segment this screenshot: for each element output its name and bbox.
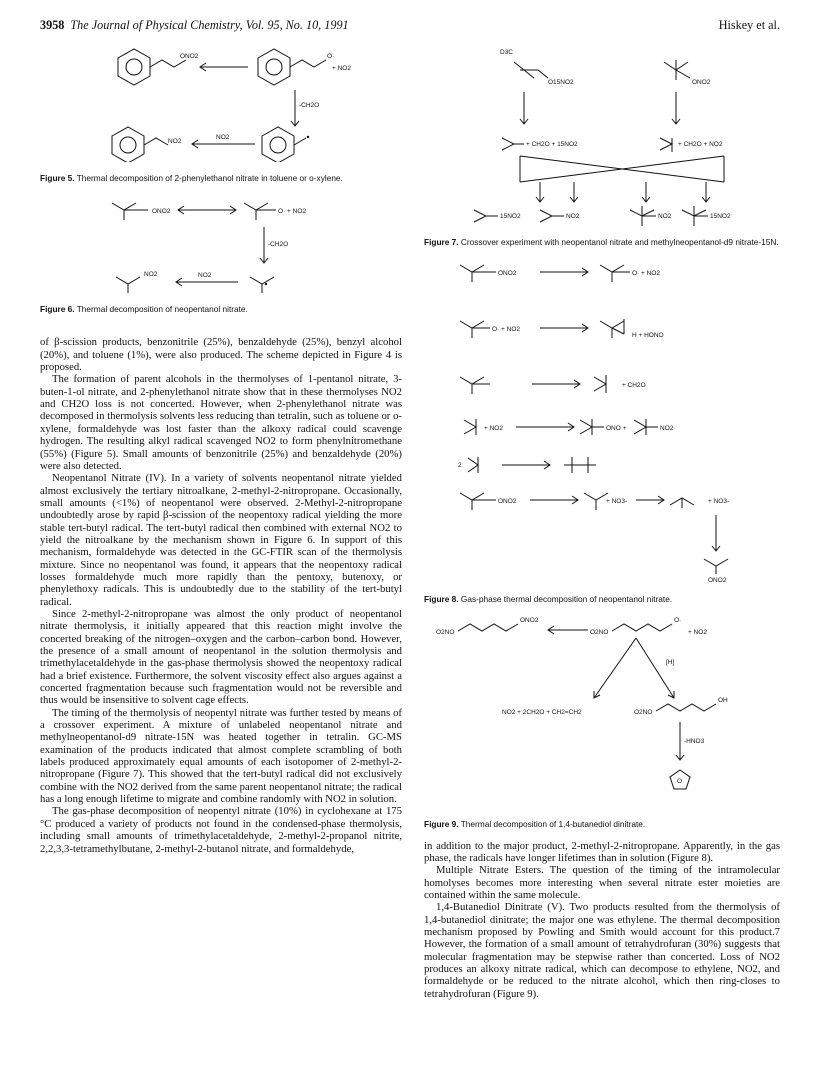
fig7-label-ono2: ONO2 [692, 79, 711, 86]
figure-6-caption [40, 304, 402, 314]
running-header [40, 18, 349, 33]
fig8-label-ono2-c: ONO2 [708, 577, 727, 585]
fig7-label-p3: NO2 [658, 213, 672, 220]
fig6-label-oxy: O· + NO2 [278, 208, 306, 216]
figure-5-caption-text: Thermal decomposition of 2-phenylethanol nitrate in toluene or o-xylene. [76, 173, 343, 183]
fig8-label-nitrate-ion1: + NO3- [606, 498, 628, 506]
fig5-label-oxy: O· [327, 53, 335, 60]
fig9-label-no2: + NO2 [688, 629, 707, 637]
author-header: Hiskey et al. [718, 18, 780, 32]
fig5-label-ono2: ONO2 [180, 53, 199, 60]
figure-9-caption-text: Thermal decomposition of 1,4-butanediol dinitrate. [460, 819, 646, 830]
fig7-label-left-products: + CH2O + 15NO2 [526, 141, 578, 148]
left-paragraph-6: The gas-phase decomposition of neopentyl nitrate (10%) in cyclohexane at 175 °C produced a variety of products not found in the condensed-phase thermolysis, including small amounts of trimethylacetaldehyde, 2-methyl-2-propanol nitrite, 2,2,3,3-tetramethylbutane, 2-methyl-2-butanol nitrate, and formaldehyde, [40, 805, 402, 855]
fig9-label-hno3: -HNO3 [684, 738, 705, 746]
right-column [424, 40, 780, 1000]
fig7-label-p2: NO2 [566, 213, 580, 220]
fig5-label-nitro: NO2 [168, 138, 182, 145]
figure-8-caption [424, 594, 780, 604]
figure-9-label: Figure 9. [424, 819, 459, 830]
figure-7-label: Figure 7. [424, 237, 459, 247]
figure-8-caption-text: Gas-phase thermal decomposition of neopentanol nitrate. [460, 594, 673, 605]
figure-9-scheme [424, 610, 780, 810]
fig8-label-nitrate-ion2: + NO3- [708, 498, 730, 506]
fig9-label-o2no-b: O2NO [590, 629, 609, 637]
fig8-label-ono2-b: ONO2 [498, 498, 517, 506]
fig8-label-plus-no2: + NO2 [484, 425, 503, 433]
journal-title: The Journal of Physical Chemistry, Vol. 95, No. 10, 1991 [70, 18, 349, 32]
right-paragraph-2: Multiple Nitrate Esters. The question of the timing of the intramolecular homolyses becomes more interesting when several nitrate ester moieties are contained within the same molecule. [424, 864, 780, 901]
left-paragraph-5: The timing of the thermolysis of neopentyl nitrate was further tested by means of a crossover experiment. A mixture of unlabeled neopentanol nitrate and methylneopentanol-d9 nitrate-15N was heated together in tetralin. GC-MS examination of the products indicated that almost complete scrambling of both labels produced approximately equal amounts of each isotopomer of 2-methyl-2-nitropropane (Figure 7). This showed that the tert-butyl radical did not exclusively combine with the NO2 derived from the same parent neopentanol nitrate; the radical has a long enough lifetime to migrate and combine randomly with NO2 in solution. [40, 706, 402, 806]
right-paragraph-3: 1,4-Butanediol Dinitrate (V). Two products resulted from the thermolysis of 1,4-butanediol dinitrate; the major one was ethylene. The thermal decomposition mechanism proposed by Powling and Smith would account for this product.7 However, the formation of a small amount of tetrahydrofuran (30%) suggests that molecular fragmentation may be stepwise rather than concerted. Loss of NO2 produces an alkoxy nitrate radical, which can decompose to ethylene, NO2, and formaldehyde or be reduced to the nitrate alcohol, which then ring-closes to tetrahydrofuran (Figure 9). [424, 901, 780, 1000]
figure-9-caption [424, 819, 780, 829]
fig8-label-two: 2 [458, 462, 462, 470]
figure-8-scheme [424, 255, 780, 585]
fig7-label-d3c: D3C [500, 49, 514, 56]
fig5-label-arrow-no2: NO2 [216, 134, 230, 141]
figure-7-caption [424, 237, 780, 247]
fig8-label-ono: ONO + [606, 425, 627, 433]
figure-5-caption [40, 173, 402, 183]
figure-8-label: Figure 8. [424, 594, 459, 605]
figure-5-scheme [40, 40, 402, 162]
fig7-label-p1: 15NO2 [500, 213, 521, 220]
figure-6-caption-text: Thermal decomposition of neopentanol nitrate. [76, 304, 248, 315]
fig7-label-p4: 15NO2 [710, 213, 731, 220]
figure-6-label: Figure 6. [40, 304, 75, 315]
fig8-label-oxy2: O· + NO2 [492, 326, 520, 334]
fig6-label-ch2o: -CH2O [268, 241, 289, 249]
figure-6-scheme [40, 189, 402, 293]
left-paragraph-3: Neopentanol Nitrate (IV). In a variety of solvents neopentanol nitrate yielded almost exclusively the tertiary nitroalkane, 2-methyl-2-nitropropane. Occasionally, small amounts (<1%) of neopentanol were observed. 2-Methyl-2-nitropropane undoubtedly arose by rapid β-scission of the neopentoxy radical yielding the more stable tert-butyl radical. The tert-butyl radical then combined with external NO2 to yield the nitroalkane by the mechanism shown in Figure 6. In support of this mechanism, formaldehyde was detected in the GC-FTIR scan of the thermolysis mixture. Since no neopentanol was found, it appears that the neopentoxy radical losses formaldehyde much more rapidly than the pentoxy, butenoxy, or phenylethoxy radicals. This is undoubtedly due to the stability of the tert-butyl radical. [40, 472, 402, 608]
fig6-label-nitro: NO2 [144, 271, 158, 279]
fig9-label-o2no-c: O2NO [634, 709, 653, 717]
left-paragraph-2: The formation of parent alcohols in the thermolyses of 1-pentanol nitrate, 3-buten-1-ol nitrate, and 2-phenylethanol nitrate show that in these thermolyses NO2 and CH2O loss is not concerted. However, when 2-phenylethanol nitrate was decomposed in thermolysis solvents less reducing than tetralin, such as toluene or o-xylene, formaldehyde was lost faster than the alkoxy radical could scavenge hydrogen. The resulting alkyl radical scavenged NO2 to form phenylnitromethane (55%) (Figure 5). Small amounts of benzonitrile (25%) and benzaldehyde (20%) were also detected. [40, 373, 402, 472]
page-number: 3958 [40, 18, 65, 32]
fig8-label-oxy1: O· + NO2 [632, 270, 660, 278]
figure-7-scheme [424, 40, 780, 232]
fig9-label-products: NO2 + 2CH2O + CH2=CH2 [502, 709, 582, 717]
left-paragraph-4: Since 2-methyl-2-nitropropane was almost the only product of neopentanol nitrate thermolysis, it initially appeared that this reaction might involve the concerted breaking of the nitrogen–oxygen and the carbon–carbon bond. However, the presence of a small amount of neopentanol in the solution thermolysis and trimethylacetaldehyde in the gas-phase thermolysis showed the neopentoxy radical had a brief existence. Furthermore, the solvent viscosity effect also argues against a concerted fragmentation because such fragmentation would not be reversible and thus would be insensitive to solvent cage effects. [40, 607, 402, 707]
left-column [40, 40, 402, 855]
fig7-label-o15no2: O15NO2 [548, 79, 574, 86]
fig6-label-arrow-no2: NO2 [198, 272, 212, 280]
left-paragraph-1: of β-scission products, benzonitrile (25%), benzaldehyde (25%), benzyl alcohol (20%), and toluene (1%), were also produced. The scheme depicted in Figure 4 is proposed. [40, 336, 402, 374]
right-body-text [424, 840, 780, 1000]
fig9-label-oxy: O· [674, 617, 682, 625]
fig7-label-right-products: + CH2O + NO2 [678, 141, 723, 148]
fig9-label-h: [H] [666, 659, 675, 667]
figure-5-label: Figure 5. [40, 173, 75, 183]
fig8-label-nitro: NO2 [660, 425, 674, 433]
fig9-label-ono2: ONO2 [520, 617, 539, 625]
fig9-label-ring-o: O [677, 778, 683, 786]
right-paragraph-1: in addition to the major product, 2-methyl-2-nitropropane. Apparently, in the gas phase, the radicals have longer lifetimes than in solution (Figure 8). [424, 839, 780, 864]
fig9-label-oh: OH [718, 697, 728, 705]
fig6-label-ono2: ONO2 [152, 208, 171, 216]
fig8-label-ch2o: + CH2O [622, 382, 646, 390]
fig8-label-ono2: ONO2 [498, 270, 517, 278]
fig8-label-hono: H + HONO [632, 332, 664, 340]
fig5-label-no2: + NO2 [332, 65, 351, 72]
fig5-label-ch2o: -CH2O [299, 102, 320, 109]
left-body-text [40, 336, 402, 854]
figure-7-caption-text: Crossover experiment with neopentanol nitrate and methylneopentanol-d9 nitrate-15N. [460, 237, 779, 247]
fig9-label-o2no-a: O2NO [436, 629, 455, 637]
